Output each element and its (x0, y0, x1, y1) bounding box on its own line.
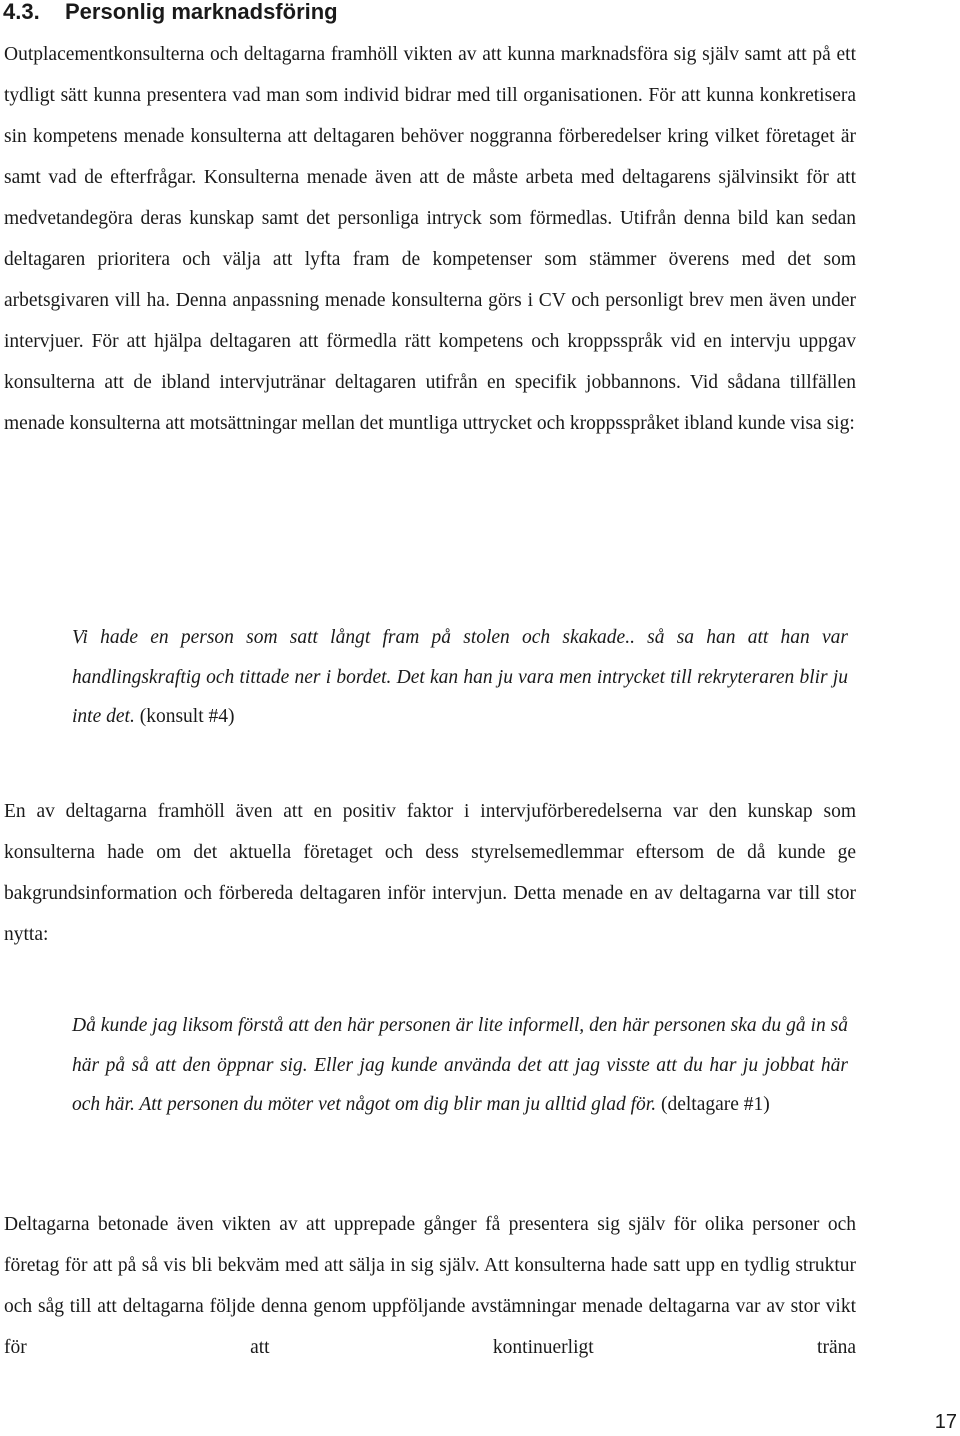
quote-text: Vi hade en person som satt långt fram på stolen och skakade.. så sa han att han var handlingskraftig och tittade ner i bordet. Det kan han ju vara men intrycket till rekryteraren blir ju inte det. (72, 627, 848, 728)
quote-text: Då kunde jag liksom förstå att den här personen är lite informell, den här personen ska du gå in så här på så att den öppnar sig. Eller jag kunde använda det att jag visste att du har ju jobbat här och här. Att personen du möter vet något om dig blir man ju alltid glad för. (72, 1015, 848, 1116)
section-title: Personlig marknadsföring (65, 0, 338, 24)
quote-participant-1 (72, 1006, 848, 1125)
paragraph-repeated-presentation: Deltagarna betonade även vikten av att upprepade gånger få presentera sig själv för olika personer och företag för att på så vis bli bekväm med att sälja in sig själv. Att konsulterna hade satt upp en tydlig struktur och såg till att deltagarna följde denna genom uppföljande avstämningar menade deltagarna var av stor vikt för att kontinuerligt träna (4, 1214, 856, 1358)
section-number: 4.3. (3, 0, 40, 24)
section-heading (3, 0, 338, 27)
paragraph-company-knowledge: En av deltagarna framhöll även att en positiv faktor i intervjuförberedelserna var den kunskap som konsulterna hade om det aktuella företaget och dess styrelsemedlemmar eftersom de då kunde ge bakgrundsinformation och förbereda deltagaren inför intervjun. Detta menade en av deltagarna var till stor nytta: (4, 801, 856, 945)
quote-source: (deltagare #1) (660, 1094, 770, 1116)
paragraph-marketing-intro: Outplacementkonsulterna och deltagarna framhöll vikten av att kunna marknadsföra sig själv samt att på ett tydligt sätt kunna presentera vad man som individ bidrar med till organisationen. För att kunna konkretisera sin kompetens menade konsulterna att deltagaren behöver noggranna förberedelser kring vilket företaget är samt vad de efterfrågar. Konsulterna menade även att de måste arbeta med deltagarens självinsikt för att medvetandegöra deras kunskap samt det personliga intryck som förmedlas. Utifrån denna bild kan sedan deltagaren prioritera och välja att lyfta fram de kompetenser som stämmer överens med det som arbetsgivaren vill ha. Denna anpassning menade konsulterna görs i CV och personligt brev men även under intervjuer. För att hjälpa deltagaren att förmedla rätt kompetens och kroppsspråk vid en intervju uppgav konsulterna att de ibland intervjutränar deltagaren utifrån en specifik jobbannons. Vid sådana tillfällen menade konsulterna att motsättningar mellan det muntliga uttrycket och kroppsspråket ibland kunde visa sig: (4, 44, 856, 434)
quote-consultant-4 (72, 618, 848, 737)
page-number: 17 (934, 1411, 957, 1433)
quote-source: (konsult #4) (139, 706, 235, 728)
